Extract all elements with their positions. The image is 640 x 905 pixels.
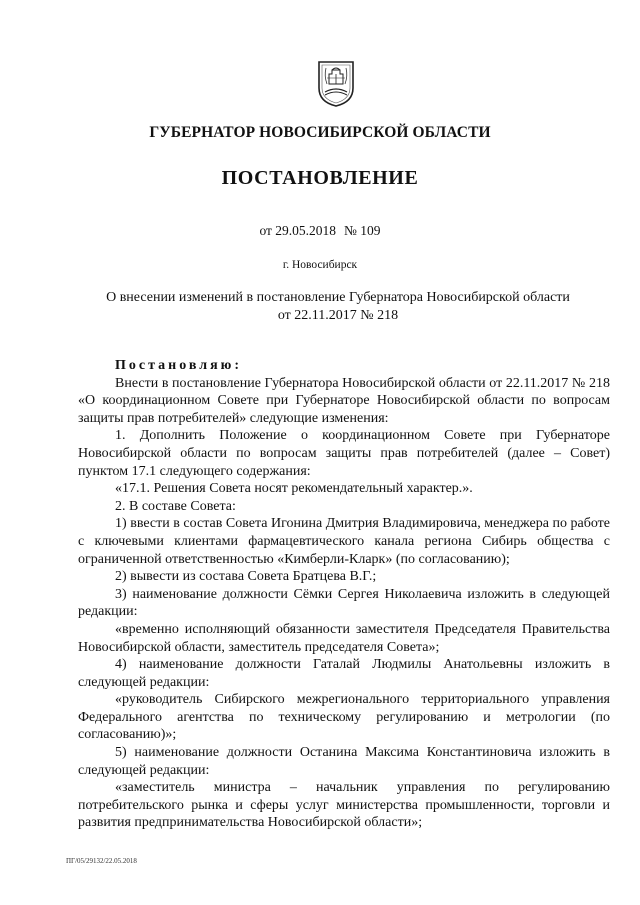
date-number-line bbox=[0, 223, 640, 239]
resolve-heading: Постановляю: bbox=[115, 358, 243, 373]
document-subject bbox=[78, 289, 598, 325]
paragraph-quote-5: «заместитель министра – начальник управления по регулированию потребительского рынка и сферы услуг министерства промышленности, торговли и развития предпринимательства Новосибирской области»; bbox=[78, 780, 610, 831]
subject-line-2: от 22.11.2017 № 218 bbox=[277, 308, 399, 323]
coat-of-arms-icon bbox=[316, 58, 356, 108]
document-date: от 29.05.2018 bbox=[259, 223, 337, 238]
document-number: № 109 bbox=[344, 223, 381, 238]
paragraph-item-1: 1. Дополнить Положение о координационном Совете при Губернаторе Новосибирской области по вопросам защиты прав потребителей (далее – Совет) пунктом 17.1 следующего содержания: bbox=[78, 428, 610, 479]
paragraph-subitem-5: 5) наименование должности Останина Максима Константиновича изложить в следующей редакции: bbox=[78, 745, 610, 778]
paragraph-quote-4: «руководитель Сибирского межрегионального территориального управления Федерального агентства по техническому регулированию и метрологии (по согласованию)»; bbox=[78, 692, 610, 743]
document-code: ПГ/05/29132/22.05.2018 bbox=[66, 857, 137, 865]
document-type: ПОСТАНОВЛЕНИЕ bbox=[221, 167, 419, 189]
city: г. Новосибирск bbox=[282, 259, 358, 271]
paragraph-subitem-4: 4) наименование должности Гаталай Людмилы Анатольевны изложить в следующей редакции: bbox=[78, 657, 610, 690]
paragraph-subitem-2: 2) вывести из состава Совета Братцева В.Г.; bbox=[115, 569, 377, 585]
paragraph-subitem-3: 3) наименование должности Сёмки Сергея Николаевича изложить в следующей редакции: bbox=[78, 586, 610, 620]
paragraph-subitem-1: 1) ввести в состав Совета Игонина Дмитрия Владимировича, менеджера по работе с ключевыми клиентами фармацевтического канала региона Сибирь общества с ограниченной ответственностью «Кимберли-Кларк» (по согласованию); bbox=[78, 516, 610, 567]
paragraph-quote-17-1: «17.1. Решения Совета носят рекомендательный характер.». bbox=[115, 481, 473, 497]
paragraph-item-2: 2. В составе Совета: bbox=[115, 498, 236, 514]
paragraph-intro: Внести в постановление Губернатора Новосибирской области от 22.11.2017 № 218 «О координационном Совете при Губернаторе Новосибирской области по вопросам защиты прав потребителей» следующие изменения: bbox=[78, 375, 610, 426]
document-body bbox=[78, 357, 610, 832]
paragraph-quote-3: «временно исполняющий обязанности заместителя Председателя Правительства Новосибирской области, заместитель председателя Совета»; bbox=[78, 621, 610, 655]
subject-line-1: О внесении изменений в постановление Губернатора Новосибирской области bbox=[106, 290, 570, 305]
issuing-authority: ГУБЕРНАТОР НОВОСИБИРСКОЙ ОБЛАСТИ bbox=[149, 124, 491, 141]
